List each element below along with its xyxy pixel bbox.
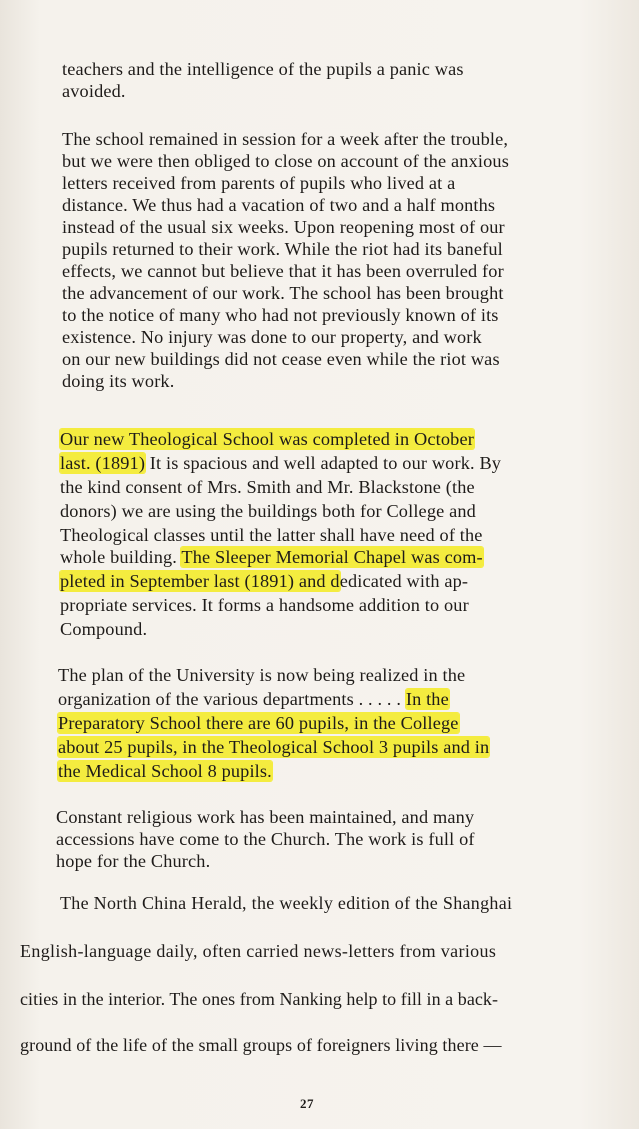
- text-line: avoided.: [62, 81, 126, 101]
- text-line: English-language daily, often carried news-letters from various: [20, 941, 497, 961]
- text-line: the kind consent of Mrs. Smith and Mr. Blackstone (the: [60, 477, 475, 497]
- text-line: [60, 570, 468, 592]
- highlighted-text: pleted in September last (1891) and d: [60, 571, 340, 591]
- text-line: The plan of the University is now being realized in the: [58, 665, 466, 685]
- highlighted-text: Our new Theological School was completed in October: [60, 429, 474, 449]
- text-line: The school remained in session for a week after the trouble,: [62, 129, 509, 149]
- highlighted-text: The Sleeper Memorial Chapel was com-: [181, 547, 483, 567]
- text-line: the advancement of our work. The school has been brought: [62, 283, 504, 303]
- text-line: but we were then obliged to close on account of the anxious: [62, 151, 509, 171]
- plain-text: It is spacious and well adapted to our work. By: [145, 453, 502, 473]
- plain-text: edicated with ap-: [339, 571, 469, 591]
- highlighted-text: last. (1891): [60, 453, 146, 473]
- text-line: Theological classes until the latter shall have need of the: [60, 525, 483, 545]
- plain-text: organization of the various departments . . . . .: [58, 689, 406, 709]
- text-line: effects, we cannot but believe that it has been overruled for: [62, 261, 504, 281]
- text-line: [58, 760, 272, 782]
- text-line: propriate services. It forms a handsome addition to our: [60, 595, 469, 615]
- highlighted-text: Preparatory School there are 60 pupils, in the College: [58, 713, 459, 733]
- text-line: Compound.: [60, 619, 148, 639]
- highlighted-text: In the: [405, 689, 449, 709]
- text-line: distance. We thus had a vacation of two and a half months: [62, 195, 496, 215]
- text-line: cities in the interior. The ones from Nanking help to fill in a back-: [20, 989, 498, 1009]
- text-line: The North China Herald, the weekly edition of the Shanghai: [60, 893, 513, 913]
- text-line: ground of the life of the small groups of foreigners living there —: [20, 1035, 502, 1055]
- highlighted-text: about 25 pupils, in the Theological School 3 pupils and in: [58, 737, 490, 757]
- text-line: hope for the Church.: [56, 851, 211, 871]
- text-line: accessions have come to the Church. The work is full of: [56, 829, 475, 849]
- text-line: pupils returned to their work. While the riot had its baneful: [62, 239, 503, 259]
- text-line: [58, 712, 459, 734]
- text-line: donors) we are using the buildings both for College and: [60, 501, 476, 521]
- text-line: doing its work.: [62, 371, 175, 391]
- text-line: [58, 736, 489, 758]
- text-line: Constant religious work has been maintained, and many: [56, 807, 475, 827]
- text-line: teachers and the intelligence of the pupils a panic was: [62, 59, 464, 79]
- text-line: letters received from parents of pupils who lived at a: [62, 173, 456, 193]
- text-line: to the notice of many who had not previously known of its: [62, 305, 499, 325]
- text-line: instead of the usual six weeks. Upon reopening most of our: [62, 217, 505, 237]
- text-line: on our new buildings did not cease even while the riot was: [62, 349, 500, 369]
- text-line: [60, 546, 483, 568]
- text-line: [58, 688, 449, 710]
- highlighted-text: the Medical School 8 pupils.: [58, 761, 272, 781]
- text-line: existence. No injury was done to our property, and work: [62, 327, 482, 347]
- text-line: [60, 452, 501, 474]
- plain-text: whole building.: [60, 547, 182, 567]
- page-number: 27: [300, 1096, 314, 1111]
- text-line: [60, 428, 474, 450]
